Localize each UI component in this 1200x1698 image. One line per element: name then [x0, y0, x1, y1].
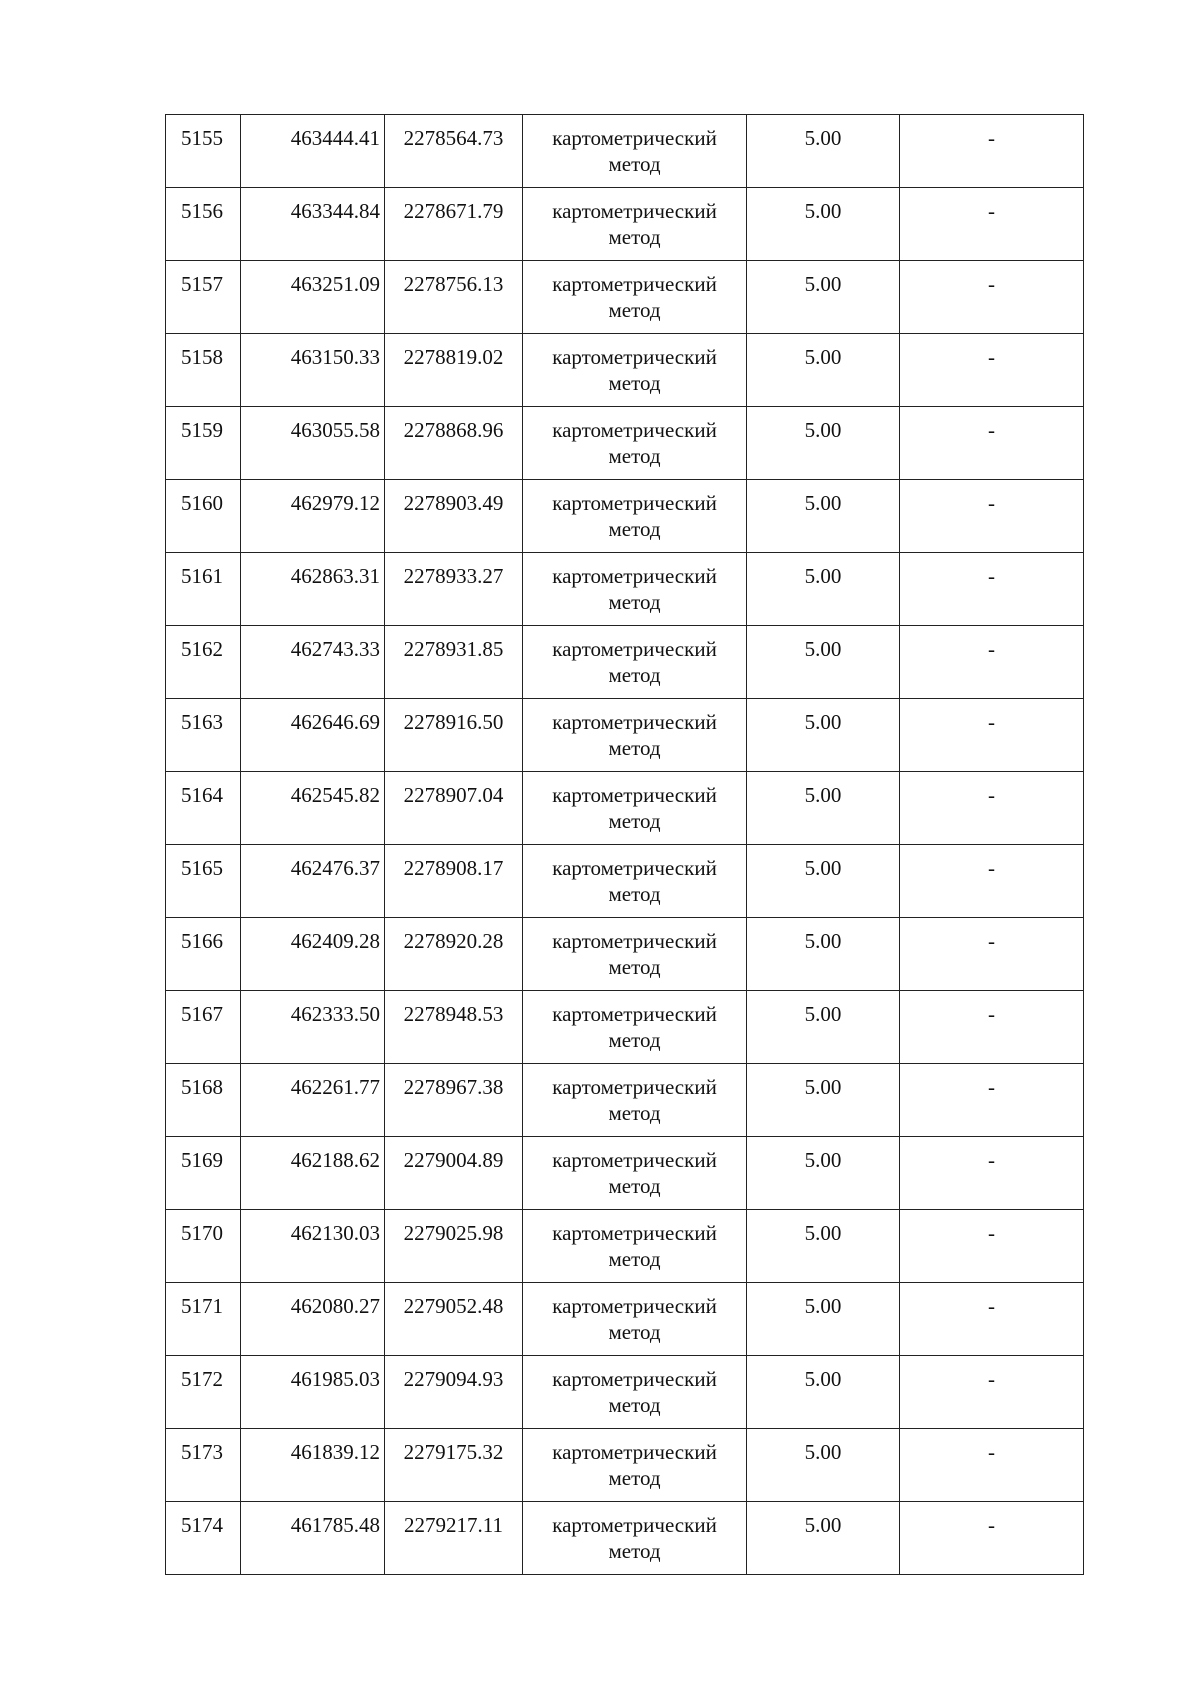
point-number-cell: 5168: [166, 1064, 241, 1137]
point-number-cell: 5155: [166, 115, 241, 188]
table-row: [166, 845, 1084, 918]
point-number-cell: 5163: [166, 699, 241, 772]
description-cell: -: [900, 1283, 1084, 1356]
x-coordinate-cell: 462979.12: [241, 480, 385, 553]
method-text-line2: метод: [608, 1028, 661, 1052]
method-text-line2: метод: [608, 371, 661, 395]
y-coordinate-cell: 2278920.28: [385, 918, 523, 991]
y-coordinate-cell: 2278908.17: [385, 845, 523, 918]
method-text-line2: метод: [608, 590, 661, 614]
method-text-line2: метод: [608, 955, 661, 979]
x-coordinate-cell: 463251.09: [241, 261, 385, 334]
x-coordinate-cell: 462080.27: [241, 1283, 385, 1356]
coordinates-table: [165, 114, 1084, 1575]
table-row: [166, 1429, 1084, 1502]
x-coordinate-cell: 462545.82: [241, 772, 385, 845]
table-row: [166, 1210, 1084, 1283]
y-coordinate-cell: 2278907.04: [385, 772, 523, 845]
accuracy-cell: 5.00: [747, 1356, 900, 1429]
point-number-cell: 5171: [166, 1283, 241, 1356]
accuracy-cell: 5.00: [747, 991, 900, 1064]
method-text-line1: картометрический: [552, 929, 717, 953]
accuracy-cell: 5.00: [747, 407, 900, 480]
accuracy-cell: 5.00: [747, 626, 900, 699]
x-coordinate-cell: 462743.33: [241, 626, 385, 699]
description-cell: -: [900, 626, 1084, 699]
method-cell: [523, 1137, 747, 1210]
method-cell: [523, 1429, 747, 1502]
accuracy-cell: 5.00: [747, 261, 900, 334]
point-number-cell: 5172: [166, 1356, 241, 1429]
description-cell: -: [900, 918, 1084, 991]
accuracy-cell: 5.00: [747, 115, 900, 188]
description-cell: -: [900, 553, 1084, 626]
x-coordinate-cell: 462476.37: [241, 845, 385, 918]
method-text-line2: метод: [608, 882, 661, 906]
accuracy-cell: 5.00: [747, 1210, 900, 1283]
x-coordinate-cell: 462646.69: [241, 699, 385, 772]
method-cell: [523, 772, 747, 845]
method-text-line1: картометрический: [552, 418, 717, 442]
y-coordinate-cell: 2279094.93: [385, 1356, 523, 1429]
point-number-cell: 5174: [166, 1502, 241, 1575]
method-cell: [523, 699, 747, 772]
table-row: [166, 115, 1084, 188]
y-coordinate-cell: 2279217.11: [385, 1502, 523, 1575]
method-text-line2: метод: [608, 809, 661, 833]
description-cell: -: [900, 1210, 1084, 1283]
point-number-cell: 5157: [166, 261, 241, 334]
y-coordinate-cell: 2279025.98: [385, 1210, 523, 1283]
x-coordinate-cell: 461985.03: [241, 1356, 385, 1429]
table-row: [166, 188, 1084, 261]
x-coordinate-cell: 462409.28: [241, 918, 385, 991]
method-cell: [523, 1064, 747, 1137]
table-row: [166, 553, 1084, 626]
method-text-line1: картометрический: [552, 1294, 717, 1318]
y-coordinate-cell: 2278903.49: [385, 480, 523, 553]
point-number-cell: 5162: [166, 626, 241, 699]
y-coordinate-cell: 2278756.13: [385, 261, 523, 334]
method-text-line2: метод: [608, 1247, 661, 1271]
x-coordinate-cell: 461839.12: [241, 1429, 385, 1502]
method-cell: [523, 188, 747, 261]
method-cell: [523, 918, 747, 991]
table-row: [166, 261, 1084, 334]
y-coordinate-cell: 2278933.27: [385, 553, 523, 626]
table-row: [166, 1502, 1084, 1575]
method-cell: [523, 480, 747, 553]
point-number-cell: 5164: [166, 772, 241, 845]
description-cell: -: [900, 261, 1084, 334]
point-number-cell: 5169: [166, 1137, 241, 1210]
point-number-cell: 5173: [166, 1429, 241, 1502]
method-cell: [523, 626, 747, 699]
y-coordinate-cell: 2279004.89: [385, 1137, 523, 1210]
method-text-line1: картометрический: [552, 1075, 717, 1099]
table-row: [166, 772, 1084, 845]
method-text-line1: картометрический: [552, 710, 717, 734]
accuracy-cell: 5.00: [747, 918, 900, 991]
method-cell: [523, 1502, 747, 1575]
y-coordinate-cell: 2278916.50: [385, 699, 523, 772]
method-text-line2: метод: [608, 517, 661, 541]
accuracy-cell: 5.00: [747, 1283, 900, 1356]
accuracy-cell: 5.00: [747, 480, 900, 553]
description-cell: -: [900, 1429, 1084, 1502]
method-cell: [523, 991, 747, 1064]
method-text-line2: метод: [608, 1101, 661, 1125]
method-text-line2: метод: [608, 152, 661, 176]
method-cell: [523, 334, 747, 407]
point-number-cell: 5158: [166, 334, 241, 407]
y-coordinate-cell: 2278967.38: [385, 1064, 523, 1137]
accuracy-cell: 5.00: [747, 772, 900, 845]
description-cell: -: [900, 115, 1084, 188]
table-row: [166, 699, 1084, 772]
y-coordinate-cell: 2278564.73: [385, 115, 523, 188]
table-row: [166, 407, 1084, 480]
x-coordinate-cell: 463150.33: [241, 334, 385, 407]
accuracy-cell: 5.00: [747, 553, 900, 626]
accuracy-cell: 5.00: [747, 1502, 900, 1575]
y-coordinate-cell: 2278868.96: [385, 407, 523, 480]
method-text-line2: метод: [608, 225, 661, 249]
description-cell: -: [900, 334, 1084, 407]
x-coordinate-cell: 461785.48: [241, 1502, 385, 1575]
method-text-line2: метод: [608, 444, 661, 468]
table-row: [166, 480, 1084, 553]
x-coordinate-cell: 462261.77: [241, 1064, 385, 1137]
method-text-line2: метод: [608, 1393, 661, 1417]
table-row: [166, 991, 1084, 1064]
x-coordinate-cell: 463055.58: [241, 407, 385, 480]
table-row: [166, 1356, 1084, 1429]
y-coordinate-cell: 2278819.02: [385, 334, 523, 407]
point-number-cell: 5166: [166, 918, 241, 991]
method-text-line1: картометрический: [552, 126, 717, 150]
method-text-line2: метод: [608, 663, 661, 687]
point-number-cell: 5170: [166, 1210, 241, 1283]
description-cell: -: [900, 1356, 1084, 1429]
description-cell: -: [900, 480, 1084, 553]
point-number-cell: 5165: [166, 845, 241, 918]
method-text-line1: картометрический: [552, 272, 717, 296]
point-number-cell: 5159: [166, 407, 241, 480]
description-cell: -: [900, 699, 1084, 772]
method-text-line2: метод: [608, 736, 661, 760]
y-coordinate-cell: 2278931.85: [385, 626, 523, 699]
accuracy-cell: 5.00: [747, 699, 900, 772]
x-coordinate-cell: 462130.03: [241, 1210, 385, 1283]
method-text-line1: картометрический: [552, 1002, 717, 1026]
table-row: [166, 1283, 1084, 1356]
method-text-line2: метод: [608, 1539, 661, 1563]
accuracy-cell: 5.00: [747, 1137, 900, 1210]
method-text-line2: метод: [608, 1466, 661, 1490]
method-cell: [523, 261, 747, 334]
method-text-line1: картометрический: [552, 199, 717, 223]
method-cell: [523, 407, 747, 480]
method-text-line1: картометрический: [552, 1367, 717, 1391]
method-text-line1: картометрический: [552, 491, 717, 515]
method-cell: [523, 1283, 747, 1356]
description-cell: -: [900, 1064, 1084, 1137]
description-cell: -: [900, 845, 1084, 918]
table-row: [166, 918, 1084, 991]
method-text-line2: метод: [608, 298, 661, 322]
y-coordinate-cell: 2279052.48: [385, 1283, 523, 1356]
method-cell: [523, 1356, 747, 1429]
method-cell: [523, 553, 747, 626]
method-cell: [523, 845, 747, 918]
method-text-line2: метод: [608, 1174, 661, 1198]
x-coordinate-cell: 463444.41: [241, 115, 385, 188]
point-number-cell: 5167: [166, 991, 241, 1064]
description-cell: -: [900, 1137, 1084, 1210]
method-cell: [523, 115, 747, 188]
x-coordinate-cell: 462863.31: [241, 553, 385, 626]
coordinates-table-body: [166, 115, 1084, 1575]
table-row: [166, 1064, 1084, 1137]
method-text-line1: картометрический: [552, 345, 717, 369]
table-row: [166, 626, 1084, 699]
accuracy-cell: 5.00: [747, 188, 900, 261]
description-cell: -: [900, 772, 1084, 845]
method-text-line1: картометрический: [552, 1221, 717, 1245]
accuracy-cell: 5.00: [747, 845, 900, 918]
method-cell: [523, 1210, 747, 1283]
x-coordinate-cell: 462333.50: [241, 991, 385, 1064]
method-text-line1: картометрический: [552, 1440, 717, 1464]
method-text-line1: картометрический: [552, 637, 717, 661]
method-text-line1: картометрический: [552, 783, 717, 807]
description-cell: -: [900, 407, 1084, 480]
method-text-line2: метод: [608, 1320, 661, 1344]
method-text-line1: картометрический: [552, 564, 717, 588]
x-coordinate-cell: 462188.62: [241, 1137, 385, 1210]
description-cell: -: [900, 188, 1084, 261]
method-text-line1: картометрический: [552, 1148, 717, 1172]
description-cell: -: [900, 991, 1084, 1064]
accuracy-cell: 5.00: [747, 334, 900, 407]
description-cell: -: [900, 1502, 1084, 1575]
accuracy-cell: 5.00: [747, 1429, 900, 1502]
table-row: [166, 1137, 1084, 1210]
table-row: [166, 334, 1084, 407]
method-text-line1: картометрический: [552, 1513, 717, 1537]
x-coordinate-cell: 463344.84: [241, 188, 385, 261]
y-coordinate-cell: 2278948.53: [385, 991, 523, 1064]
y-coordinate-cell: 2279175.32: [385, 1429, 523, 1502]
point-number-cell: 5161: [166, 553, 241, 626]
point-number-cell: 5160: [166, 480, 241, 553]
y-coordinate-cell: 2278671.79: [385, 188, 523, 261]
point-number-cell: 5156: [166, 188, 241, 261]
method-text-line1: картометрический: [552, 856, 717, 880]
accuracy-cell: 5.00: [747, 1064, 900, 1137]
